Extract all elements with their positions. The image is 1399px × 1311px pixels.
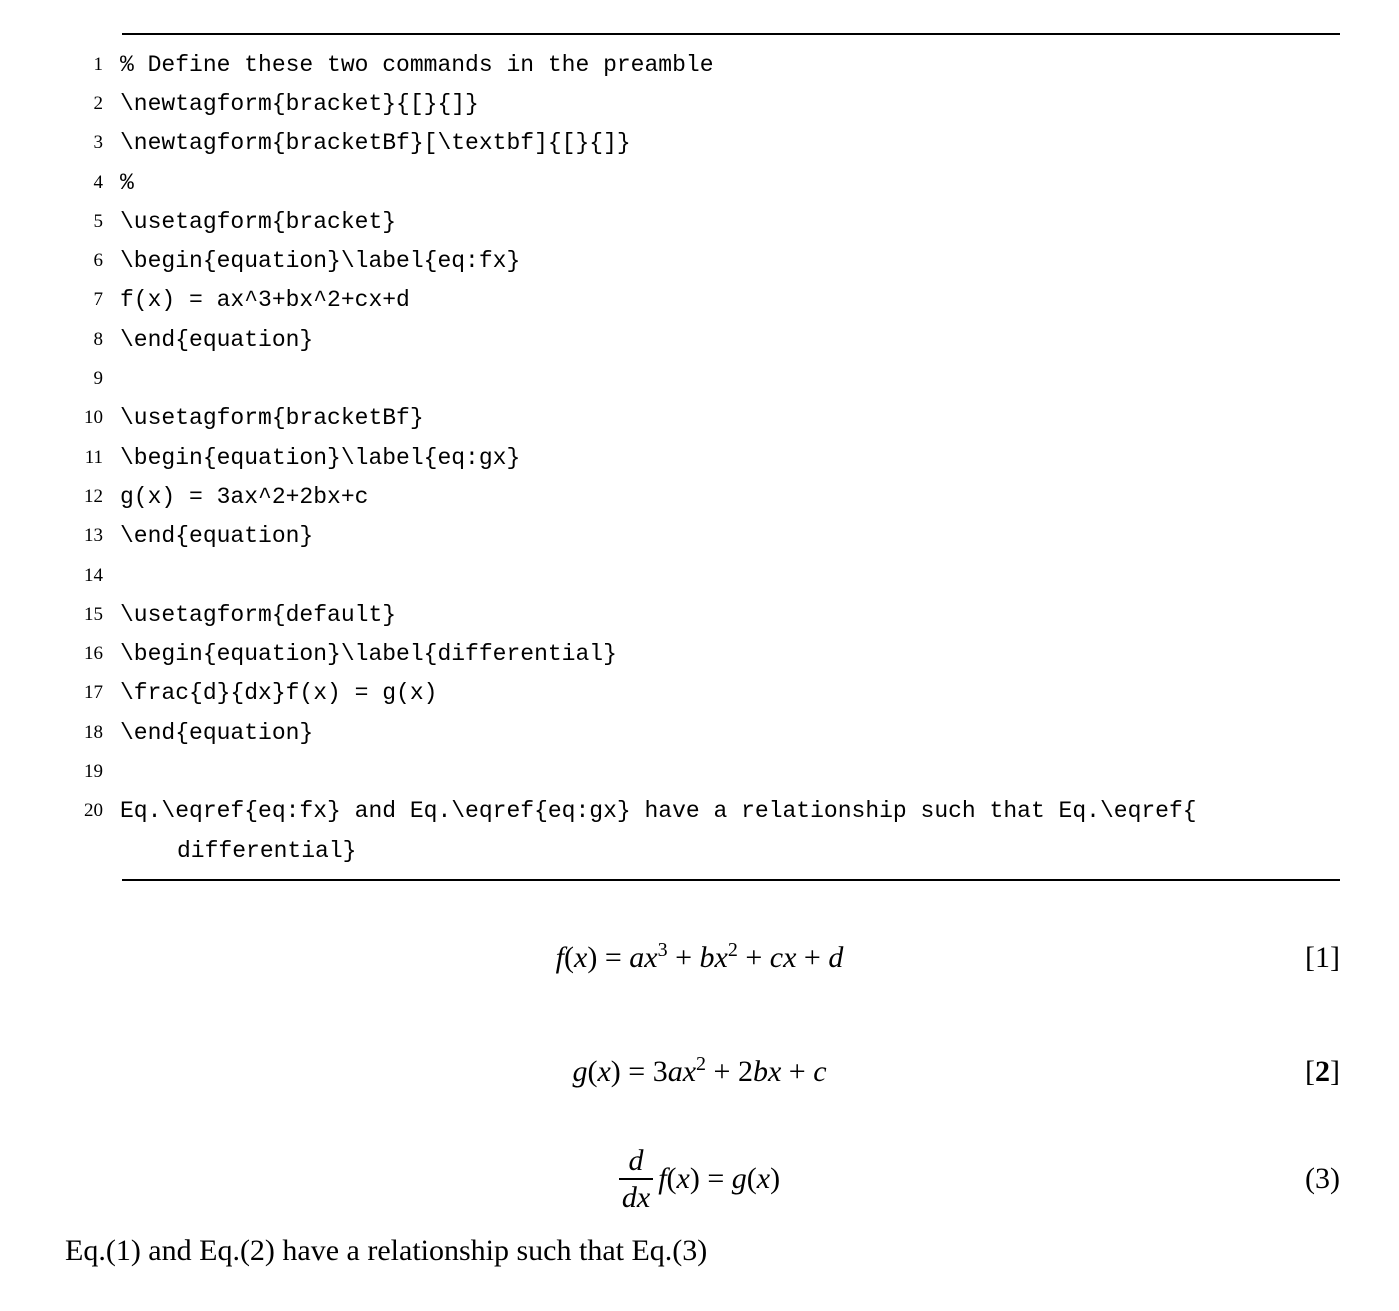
tag-number-bold: 2 xyxy=(1315,1055,1330,1088)
line-number: 6 xyxy=(93,250,103,272)
equation-gx-math xyxy=(572,1055,826,1089)
code-line xyxy=(0,438,1399,477)
code-line xyxy=(0,556,1399,595)
code-line xyxy=(0,792,1399,831)
tag-open-bracket: [ xyxy=(1305,941,1315,974)
math-segment: ax xyxy=(667,1055,697,1088)
equation-differential-body xyxy=(619,1145,780,1214)
math-segment: x xyxy=(756,1162,771,1195)
code-line xyxy=(0,595,1399,634)
math-segment: g xyxy=(572,1055,588,1088)
code-line xyxy=(0,45,1399,84)
tag-number: 3 xyxy=(1315,1162,1330,1195)
line-number: 12 xyxy=(84,485,103,507)
code-line xyxy=(0,163,1399,202)
line-number: 7 xyxy=(93,289,103,311)
equation-fx-math xyxy=(556,941,844,975)
math-segment: ax xyxy=(629,941,658,974)
tag-close-paren: ) xyxy=(1330,1162,1340,1195)
math-segment: 2 xyxy=(727,939,738,961)
code-line xyxy=(0,124,1399,163)
equation-fx-tag xyxy=(1305,941,1340,975)
equation-gx-body xyxy=(572,1055,826,1089)
math-segment: d xyxy=(828,941,844,974)
math-segment: ) = xyxy=(689,1162,732,1195)
math-segment: + xyxy=(781,1055,814,1088)
math-segment: 2 xyxy=(696,1053,707,1075)
code-text: \usetagform{bracketBf} xyxy=(120,405,424,432)
line-number: 15 xyxy=(84,603,103,625)
equation-fx xyxy=(0,932,1399,984)
math-segment: ) xyxy=(770,1162,781,1195)
code-text: \newtagform{bracketBf}[\textbf]{[}{]} xyxy=(120,130,631,157)
code-text: g(x) = 3ax^2+2bx+c xyxy=(120,483,369,510)
fraction-bar xyxy=(619,1178,653,1180)
tag-number: 1 xyxy=(1315,941,1330,974)
math-segment: + 2 xyxy=(706,1055,753,1088)
math-segment: x xyxy=(676,1162,690,1195)
code-line xyxy=(0,477,1399,516)
code-text: f(x) = ax^3+bx^2+cx+d xyxy=(120,287,410,314)
line-number: 17 xyxy=(84,682,103,704)
code-line xyxy=(0,241,1399,280)
line-number: 14 xyxy=(84,564,103,586)
code-text: \begin{equation}\label{eq:fx} xyxy=(120,248,521,275)
line-number: 20 xyxy=(84,800,103,822)
fraction-numerator: d xyxy=(628,1143,644,1177)
math-segment: f xyxy=(555,941,565,974)
listing-top-rule xyxy=(122,33,1340,35)
code-text: \usetagform{bracket} xyxy=(120,208,397,235)
code-line xyxy=(0,634,1399,673)
code-line xyxy=(0,674,1399,713)
math-segment: cx xyxy=(769,941,797,974)
line-number: 8 xyxy=(93,328,103,350)
math-segment: ) = xyxy=(587,941,630,974)
math-segment: 3 xyxy=(657,939,668,961)
rendered-cross-reference-text: Eq.(1) and Eq.(2) have a relationship such that Eq.(3) xyxy=(65,1234,708,1267)
math-segment: x xyxy=(574,941,588,974)
listing-bottom-rule xyxy=(122,879,1340,881)
code-text: \newtagform{bracket}{[}{]} xyxy=(120,90,479,117)
line-number: 13 xyxy=(84,525,103,547)
equation-differential-math xyxy=(658,1162,780,1196)
equation-fx-body xyxy=(556,941,844,975)
equation-differential xyxy=(0,1143,1399,1215)
line-number: 11 xyxy=(84,446,103,468)
line-number: 3 xyxy=(93,132,103,154)
code-line xyxy=(0,399,1399,438)
math-segment: g xyxy=(731,1162,747,1195)
tag-open-paren: ( xyxy=(1305,1162,1315,1195)
math-segment: + xyxy=(737,941,770,974)
code-listing xyxy=(0,45,1399,870)
math-segment: ) = 3 xyxy=(610,1055,668,1088)
tag-close-bracket: ] xyxy=(1330,1055,1340,1088)
code-text: \end{equation} xyxy=(120,326,314,353)
code-line xyxy=(0,84,1399,123)
math-segment: c xyxy=(813,1055,827,1088)
code-text: \begin{equation}\label{differential} xyxy=(120,641,617,668)
line-number: 9 xyxy=(93,368,103,390)
math-segment: f xyxy=(658,1162,667,1195)
math-segment: ( xyxy=(587,1055,598,1088)
fraction-denominator: dx xyxy=(621,1181,651,1214)
code-text: \end{equation} xyxy=(120,523,314,550)
code-text: differential} xyxy=(177,837,357,864)
code-text: \end{equation} xyxy=(120,719,314,746)
equation-gx-tag xyxy=(1305,1055,1340,1089)
code-line xyxy=(0,517,1399,556)
fraction-d-dx xyxy=(619,1145,653,1214)
code-line xyxy=(0,202,1399,241)
line-number: 10 xyxy=(84,407,103,429)
code-line xyxy=(0,752,1399,791)
math-segment: + xyxy=(667,941,700,974)
code-line xyxy=(0,713,1399,752)
line-number: 19 xyxy=(84,760,103,782)
code-text: Eq.\eqref{eq:fx} and Eq.\eqref{eq:gx} have a relationship such that Eq.\eqref{ xyxy=(120,798,1197,825)
code-text: \usetagform{default} xyxy=(120,601,397,628)
math-segment: bx xyxy=(699,941,728,974)
equation-gx xyxy=(0,1046,1399,1098)
code-text: \begin{equation}\label{eq:gx} xyxy=(120,444,521,471)
math-segment: + xyxy=(796,941,829,974)
tag-close-bracket: ] xyxy=(1330,941,1340,974)
math-segment: ( xyxy=(746,1162,757,1195)
code-line xyxy=(0,359,1399,398)
code-text: % xyxy=(120,169,134,196)
code-text: \frac{d}{dx}f(x) = g(x) xyxy=(120,680,438,707)
code-line xyxy=(0,281,1399,320)
line-number: 2 xyxy=(93,92,103,114)
math-segment: x xyxy=(597,1055,611,1088)
math-segment: ( xyxy=(564,941,575,974)
line-number: 5 xyxy=(93,210,103,232)
line-number: 1 xyxy=(93,53,103,75)
line-number: 16 xyxy=(84,643,103,665)
code-line-continuation xyxy=(0,831,1399,870)
code-line xyxy=(0,320,1399,359)
line-number: 4 xyxy=(93,171,103,193)
math-segment: bx xyxy=(752,1055,782,1088)
equation-differential-tag xyxy=(1305,1162,1340,1196)
code-text: % Define these two commands in the preamble xyxy=(120,51,714,78)
math-segment: ( xyxy=(666,1162,677,1195)
tag-open-bracket: [ xyxy=(1305,1055,1315,1088)
line-number: 18 xyxy=(84,721,103,743)
